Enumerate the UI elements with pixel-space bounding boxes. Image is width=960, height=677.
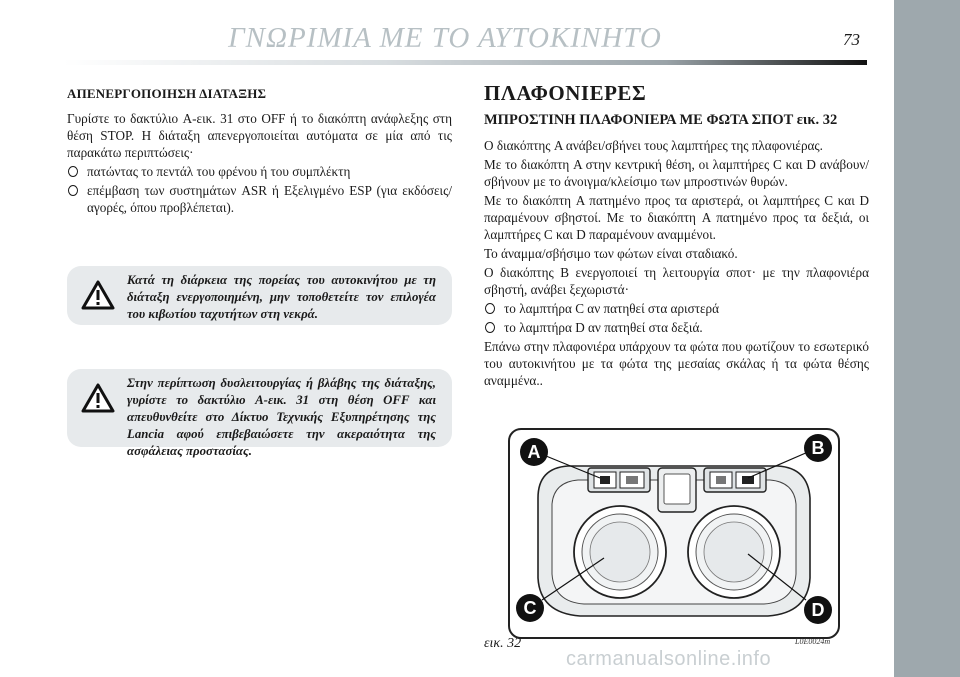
callout-b bbox=[804, 434, 832, 462]
watermark-text: carmanualsonline.info bbox=[566, 648, 772, 670]
list-item bbox=[67, 182, 452, 216]
paragraph: Επάνω στην πλαφονιέρα υπάρχουν τα φώτα που φωτίζουν το εσωτερικό του αυτοκινήτου με τα φώτα της μεσαίας σκάλας ή τα φώτα θέσης αναμμένα.. bbox=[484, 339, 869, 388]
deactivation-intro: Γυρίστε το δακτύλιο A-εικ. 31 στο OFF ή το διακόπτη ανάφλεξης στη θέση STOP. Η διάταξη απενεργοποιείται αυτόματα σε μία από τις παρακάτω περιπτώσεις· bbox=[67, 111, 452, 160]
paragraph: Ο διακόπτης A ανάβει/σβήνει τους λαμπτήρες της πλαφονιέρας. bbox=[484, 138, 823, 153]
list-item-text: επέμβαση των συστημάτων ASR ή Εξελιγμένο ESP (για εκδόσεις/αγορές, όπου προβλέπεται). bbox=[87, 183, 452, 215]
right-column bbox=[484, 81, 869, 391]
section-heading-ceiling-lights: ΠΛΑΦΟΝΙΕΡΕΣ bbox=[484, 81, 647, 105]
callout-b-label: B bbox=[811, 438, 825, 458]
subsection-heading-front-light: ΜΠΡΟΣΤΙΝΗ ΠΛΑΦΟΝΙΕΡΑ ΜΕ ΦΩΤΑ ΣΠΟΤ εικ. 32 bbox=[484, 112, 838, 128]
page-side-band bbox=[894, 0, 960, 677]
list-item-text: το λαμπτήρα D αν πατηθεί στα δεξιά. bbox=[504, 320, 703, 335]
callout-c bbox=[516, 594, 544, 622]
page-section-title: ΓΝΩΡΙΜΙΑ ΜΕ ΤΟ ΑΥΤΟΚΙΝΗΤΟ bbox=[228, 22, 662, 54]
list-item-text: πατώντας το πεντάλ του φρένου ή του συμπλέκτη bbox=[87, 164, 351, 179]
warning-text: Στην περίπτωση δυσλειτουργίας ή βλάβης της διάταξης, γυρίστε το δακτύλιο A-εικ. 31 στη θέση OFF και απευθυνθείτε στο Δίκτυο Τεχνικής Εξυπηρέτησης της Lancia αφού επιβεβαιώσετε την ακεραιότητα της ασφάλειας προστασίας. bbox=[127, 376, 436, 458]
callout-d bbox=[804, 596, 832, 624]
warning-text: Κατά τη διάρκεια της πορείας του αυτοκινήτου με τη διάταξη ενεργοποιημένη, μην τοποθετείτε τον επιλογέα του κιβωτίου ταχυτήτων στη νεκρά. bbox=[127, 273, 436, 321]
callout-d-label: D bbox=[811, 600, 825, 620]
warning-triangle-icon bbox=[81, 280, 115, 310]
bullet-circle-icon bbox=[68, 166, 78, 177]
list-item-text: το λαμπτήρα C αν πατηθεί στα αριστερά bbox=[504, 301, 720, 316]
callout-a-label: A bbox=[527, 442, 541, 462]
ceiling-light-illustration bbox=[508, 428, 840, 639]
figure-code: L0E0024m bbox=[795, 637, 831, 646]
paragraph: Το άναμμα/σβήσιμο των φώτων είναι σταδιακό. bbox=[484, 246, 738, 261]
warning-triangle-icon bbox=[81, 383, 115, 413]
callout-c-label: C bbox=[523, 598, 537, 618]
bullet-circle-icon bbox=[485, 303, 495, 314]
list-item bbox=[484, 300, 869, 317]
callout-a bbox=[520, 438, 548, 466]
page-number: 73 bbox=[843, 30, 860, 49]
list-item bbox=[67, 163, 452, 180]
paragraph: Με το διακόπτη A στην κεντρική θέση, οι λαμπτήρες C και D ανάβουν/σβήνουν με το άνοιγμα/κλείσιμο των μπροστινών θυρών. bbox=[484, 157, 869, 189]
warning-box bbox=[67, 266, 452, 325]
header-rule bbox=[63, 60, 867, 65]
bullet-circle-icon bbox=[68, 185, 78, 196]
left-column bbox=[67, 85, 452, 218]
list-item bbox=[484, 319, 869, 336]
paragraph: Ο διακόπτης B ενεργοποιεί τη λειτουργία σποτ· με την πλαφονιέρα σβηστή, ανάβει ξεχωριστά· bbox=[484, 265, 869, 297]
bullet-circle-icon bbox=[485, 322, 495, 333]
figure-caption: εικ. 32 bbox=[484, 636, 522, 651]
section-heading-deactivation: ΑΠΕΝΕΡΓΟΠΟΙΗΣΗ ΔΙΑΤΑΞΗΣ bbox=[67, 86, 267, 101]
warning-box bbox=[67, 369, 452, 458]
paragraph: Με το διακόπτη A πατημένο προς τα αριστερά, οι λαμπτήρες C και D παραμένουν σβηστοί. Με το διακόπτη A πατημένο προς τα δεξιά, οι λαμπτήρες C και D παραμένουν αναμμένοι. bbox=[484, 193, 869, 242]
